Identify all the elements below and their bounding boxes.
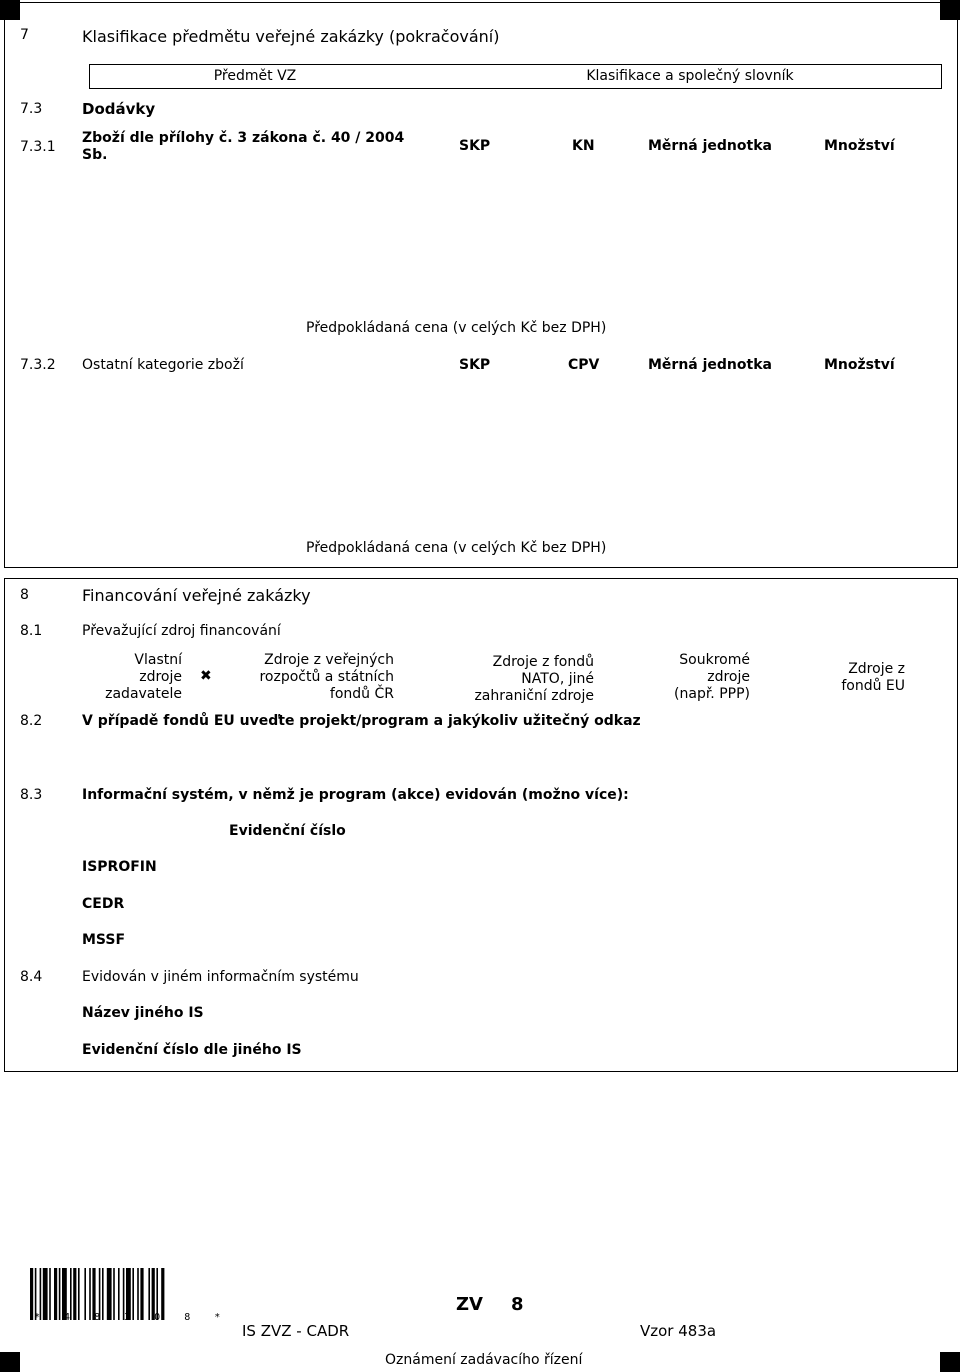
header-classification: Klasifikace a společný slovník (586, 68, 794, 84)
funding-source-own-line3: zadavatele (105, 686, 182, 702)
section-7-3-number: 7.3 (20, 101, 43, 117)
funding-source-own-line2: zdroje (139, 669, 182, 685)
header-subject: Předmět VZ (213, 68, 297, 84)
page-number: 8 (511, 1294, 524, 1315)
funding-source-private-line1: Soukromé (679, 652, 750, 668)
section-7-title: Klasifikace předmětu veřejné zakázky (pokračování) (82, 27, 500, 46)
funding-source-private-line2: zdroje (707, 669, 750, 685)
other-is-name-label: Název jiného IS (82, 1005, 204, 1021)
funding-source-private-line3: (např. PPP) (674, 686, 750, 702)
section-7-3-1-title-line1: Zboží dle přílohy č. 3 zákona č. 40 / 2004 (82, 130, 405, 146)
registration-mark-bottom-right (940, 1352, 960, 1372)
evidence-number-header: Evidenční číslo (229, 823, 346, 839)
section-8-3-title: Informační systém, v němž je program (akce) evidován (možno více): (82, 787, 629, 803)
funding-source-public-line3: fondů ČR (329, 686, 394, 702)
funding-source-own-line1: Vlastní (134, 652, 182, 668)
col-unit-2: Měrná jednotka (648, 357, 772, 373)
section-8-3-number: 8.3 (20, 787, 43, 803)
estimated-price-label-2: Předpokládaná cena (v celých Kč bez DPH) (306, 540, 607, 556)
funding-source-eu-line2: fondů EU (841, 678, 905, 694)
section-8-title: Financování veřejné zakázky (82, 586, 311, 605)
estimated-price-label-1: Předpokládaná cena (v celých Kč bez DPH) (306, 320, 607, 336)
col-skp: SKP (459, 138, 491, 154)
col-cpv: CPV (568, 357, 600, 373)
col-skp-2: SKP (459, 357, 491, 373)
section-7-3-1-title-line2: Sb. (82, 147, 108, 163)
section-7-number: 7 (20, 27, 29, 43)
section-8-4-number: 8.4 (20, 969, 43, 985)
checked-x-icon[interactable]: ✖ (200, 668, 212, 684)
funding-source-nato[interactable] (440, 654, 594, 705)
col-kn: KN (572, 138, 595, 154)
system-isprofin: ISPROFIN (82, 859, 157, 875)
funding-source-nato-line1: Zdroje z fondů (492, 654, 594, 670)
registration-mark-bottom-left (0, 1352, 20, 1372)
system-cedr: CEDR (82, 896, 125, 912)
funding-source-public-line2: rozpočtů a státních (259, 669, 394, 685)
col-quantity: Množství (824, 138, 895, 154)
funding-source-nato-line3: zahraniční zdroje (474, 688, 594, 704)
col-unit: Měrná jednotka (648, 138, 772, 154)
section-8-2-title: V případě fondů EU uveďte projekt/program a jakýkoliv užitečný odkaz (82, 713, 641, 729)
section-8-4-title: Evidován v jiném informačním systému (82, 969, 359, 985)
funding-source-private[interactable] (640, 652, 750, 703)
section-7-3-2-title: Ostatní kategorie zboží (82, 357, 244, 373)
section-8-1-title: Převažující zdroj financování (82, 623, 281, 639)
funding-source-public-line1: Zdroje z veřejných (264, 652, 394, 668)
section-8-2-number: 8.2 (20, 713, 43, 729)
funding-source-eu[interactable] (800, 661, 905, 695)
funding-source-eu-line1: Zdroje z (848, 661, 905, 677)
footer-title: Oznámení zadávacího řízení (385, 1352, 583, 1368)
footer-system: IS ZVZ - CADR (242, 1322, 350, 1340)
footer-template: Vzor 483a (640, 1322, 717, 1340)
funding-source-nato-line2: NATO, jiné (521, 671, 594, 687)
col-quantity-2: Množství (824, 357, 895, 373)
form-code: ZV (456, 1294, 483, 1315)
funding-source-public[interactable] (230, 652, 394, 703)
section-7-3-1-number: 7.3.1 (20, 139, 56, 155)
section-8-1-number: 8.1 (20, 623, 43, 639)
section-7-3-2-number: 7.3.2 (20, 357, 56, 373)
section-7-3-title: Dodávky (82, 100, 156, 118)
system-mssf: MSSF (82, 932, 126, 948)
other-is-evidence-label: Evidenční číslo dle jiného IS (82, 1042, 302, 1058)
barcode-text: * 4 8 3 0 8 * (34, 1312, 230, 1323)
section-8-number: 8 (20, 587, 29, 603)
funding-source-own[interactable] (80, 652, 182, 703)
